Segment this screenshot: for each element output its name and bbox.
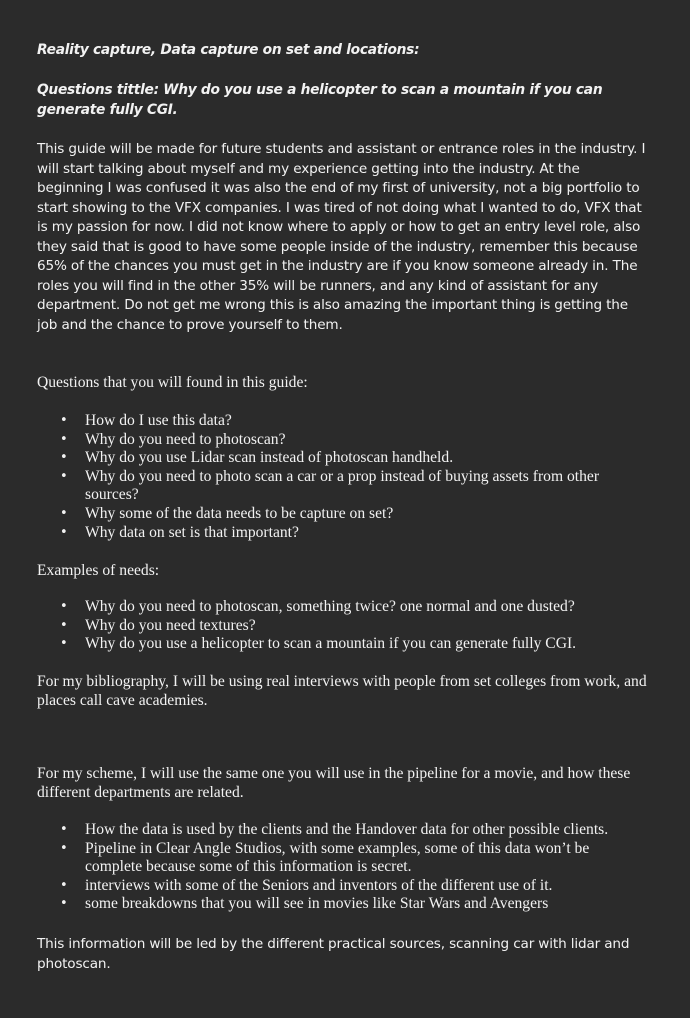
list-item: • Pipeline in Clear Angle Studios, with some examples, some of this data won’t be complete because some of this information is secret.: [37, 840, 649, 877]
list-item: • Why do you need to photoscan?: [37, 431, 649, 450]
list-item: • Why do you need to photo scan a car or a prop instead of buying assets from other sources?: [37, 468, 649, 505]
intro-paragraph: This guide will be made for future students and assistant or entrance roles in the industry. I will start talking about myself and my experience getting into the industry. At the beginning I was confused it was also the end of my first of university, not a big portfolio to start showing to the VFX companies. I was tired of not doing what I wanted to do, VFX that is my passion for now. I did not know where to apply or how to get an entry level role, also they said that is good to have some people inside of the industry, remember this because 65% of the chances you must get in the industry are if you know someone already in. The roles you will find in the other 35% will be runners, and any kind of assistant for any department. Do not get me wrong this is also amazing the important thing is getting the job and the chance to prove yourself to them.: [37, 141, 646, 333]
closing-paragraph: This information will be led by the different practical sources, scanning car with lidar and photoscan.: [37, 936, 630, 972]
list-item: • interviews with some of the Seniors and inventors of the different use of it.: [37, 877, 649, 896]
list-item: • How the data is used by the clients and the Handover data for other possible clients.: [37, 821, 649, 840]
bibliography-paragraph: For my bibliography, I will be using real interviews with people from set colleges from work, and places call cave academies.: [37, 673, 647, 709]
questions-lead: Questions that you will found in this guide:: [37, 374, 308, 391]
examples-list: [37, 598, 649, 654]
section-heading: Reality capture, Data capture on set and locations:: [37, 42, 420, 58]
examples-lead: Examples of needs:: [37, 562, 160, 579]
questions-list: [37, 412, 649, 542]
scheme-list: [37, 821, 649, 914]
list-item: • Why data on set is that important?: [37, 524, 649, 543]
scheme-lead: For my scheme, I will use the same one you will use in the pipeline for a movie, and how these different departments are related.: [37, 765, 631, 801]
list-item: • Why do you use a helicopter to scan a mountain if you can generate fully CGI.: [37, 635, 649, 654]
list-item: • Why do you need to photoscan, something twice? one normal and one dusted?: [37, 598, 649, 617]
questions-title-heading: Questions tittle: Why do you use a helicopter to scan a mountain if you can generate fully CGI.: [37, 82, 603, 118]
list-item: • Why some of the data needs to be capture on set?: [37, 505, 649, 524]
list-item: • How do I use this data?: [37, 412, 649, 431]
list-item: • some breakdowns that you will see in movies like Star Wars and Avengers: [37, 895, 649, 914]
list-item: • Why do you need textures?: [37, 617, 649, 636]
list-item: • Why do you use Lidar scan instead of photoscan handheld.: [37, 449, 649, 468]
